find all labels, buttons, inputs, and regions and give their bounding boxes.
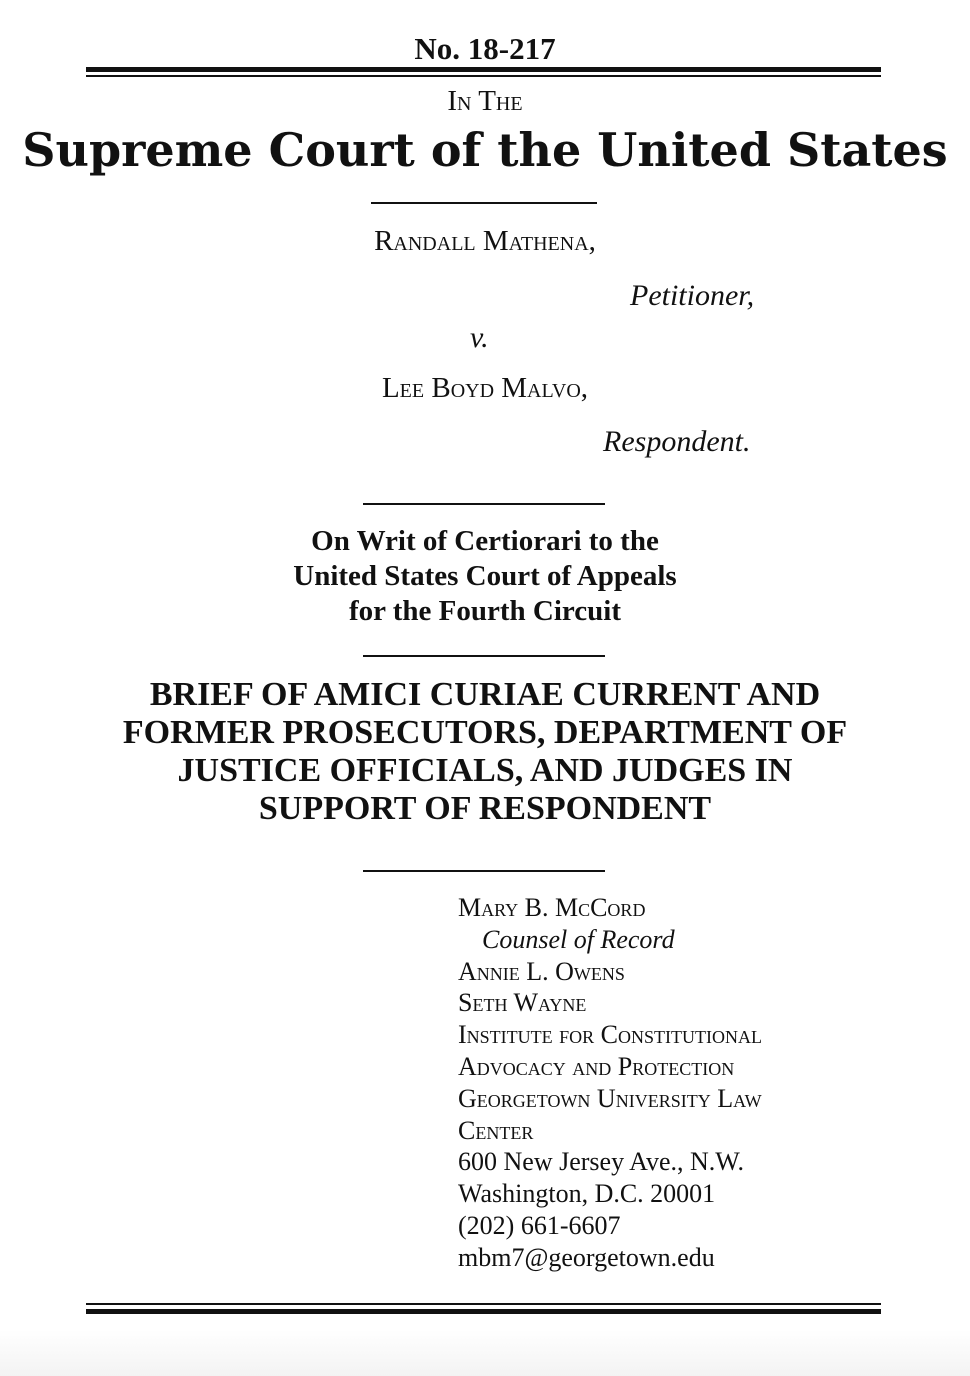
petitioner-name: Randall Mathena, xyxy=(374,225,596,257)
address-line: Washington, D.C. 20001 xyxy=(458,1179,716,1209)
respondent-role: Respondent. xyxy=(603,425,751,458)
bottom-rule-thick xyxy=(86,1309,881,1314)
brief-title xyxy=(0,676,970,828)
bottom-rule-thin xyxy=(86,1303,881,1305)
lead-counsel-role: Counsel of Record xyxy=(482,924,675,954)
institution-line: Center xyxy=(458,1115,534,1145)
respondent-name: Lee Boyd Malvo, xyxy=(381,372,589,404)
brief-title-line: SUPPORT OF RESPONDENT xyxy=(258,790,712,827)
writ-statement xyxy=(0,524,970,629)
separator-rule xyxy=(363,503,605,505)
counsel-block xyxy=(458,892,762,1274)
page-bottom-shadow xyxy=(0,1330,970,1376)
brief-title-line: BRIEF OF AMICI CURIAE CURRENT AND xyxy=(149,676,821,713)
writ-line: United States Court of Appeals xyxy=(293,560,677,592)
phone-number: (202) 661-6607 xyxy=(458,1210,621,1240)
versus: v. xyxy=(470,321,489,354)
counsel-name: Annie L. Owens xyxy=(458,956,625,986)
separator-rule xyxy=(363,655,605,657)
petitioner-role: Petitioner, xyxy=(630,279,755,312)
writ-line: for the Fourth Circuit xyxy=(349,595,621,627)
docket-number: No. 18-217 xyxy=(414,31,556,66)
institution-line: Georgetown University Law xyxy=(458,1083,762,1113)
writ-line: On Writ of Certiorari to the xyxy=(311,525,659,557)
brief-title-line: FORMER PROSECUTORS, DEPARTMENT OF xyxy=(122,714,848,751)
email-address: mbm7@georgetown.edu xyxy=(458,1242,715,1272)
lead-counsel-name: Mary B. McCord xyxy=(458,893,646,922)
court-intro: In The xyxy=(447,85,523,117)
top-rule-thick xyxy=(86,67,881,72)
institution-line: Advocacy and Protection xyxy=(458,1051,735,1081)
court-name: Supreme Court of the United States xyxy=(22,123,948,177)
brief-title-line: JUSTICE OFFICIALS, AND JUDGES IN xyxy=(177,752,793,789)
counsel-name: Seth Wayne xyxy=(458,988,587,1018)
separator-rule xyxy=(371,202,597,204)
address-line: 600 New Jersey Ave., N.W. xyxy=(458,1147,744,1177)
separator-rule xyxy=(363,870,605,872)
institution-line: Institute for Constitutional xyxy=(458,1020,762,1050)
top-rule-thin xyxy=(86,75,881,77)
